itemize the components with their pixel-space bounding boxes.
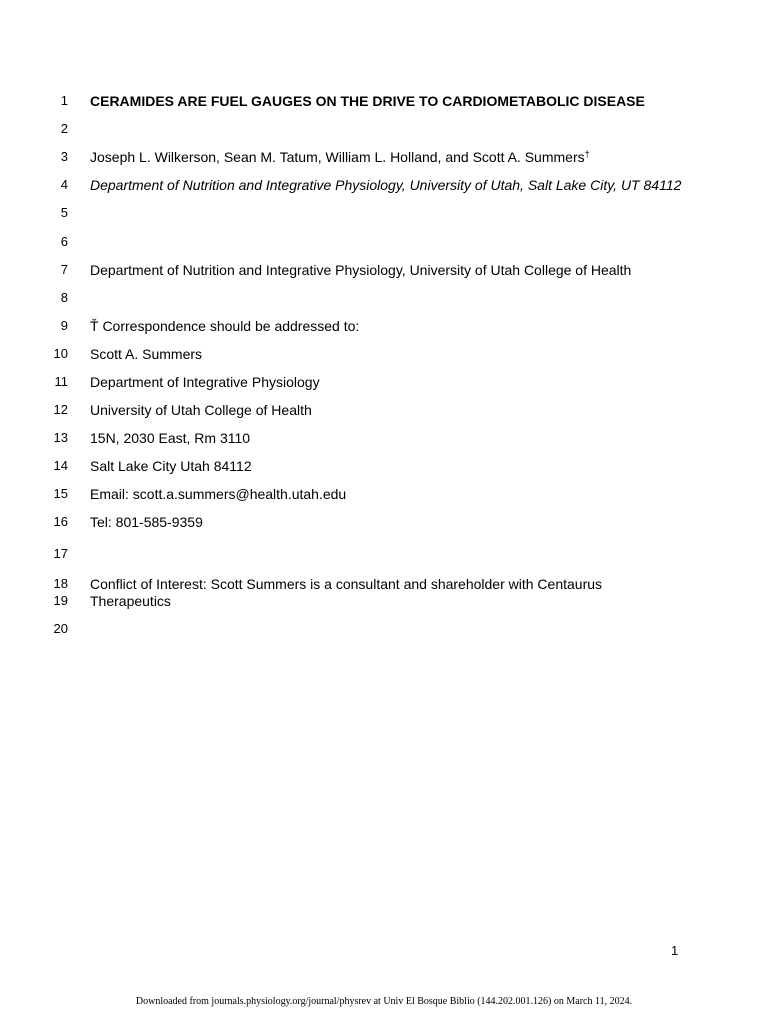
line-number: 2 [60, 121, 68, 136]
line-number: 19 [53, 593, 68, 608]
line-number: 20 [53, 621, 68, 636]
conflict-of-interest: Conflict of Interest: Scott Summers is a consultant and shareholder with Centaurus [90, 576, 603, 592]
line-number: 5 [60, 205, 68, 220]
line-14 [0, 457, 768, 475]
line-number: 12 [53, 402, 68, 417]
line-number: 3 [60, 149, 68, 164]
line-11 [0, 373, 768, 391]
line-number: 1 [60, 93, 68, 108]
line-number: 8 [60, 290, 68, 305]
line-number: 7 [60, 262, 68, 277]
line-15 [0, 485, 768, 503]
line-number: 14 [53, 458, 68, 473]
line-4 [0, 176, 768, 194]
line-9 [0, 317, 768, 335]
contact-city: Salt Lake City Utah 84112 [90, 458, 252, 474]
line-number: 16 [53, 514, 68, 529]
line-number: 15 [53, 486, 68, 501]
conflict-of-interest-continued: Therapeutics [90, 593, 171, 609]
line-number: 10 [53, 346, 68, 361]
line-number: 17 [53, 546, 68, 561]
contact-phone: Tel: 801-585-9359 [90, 514, 203, 530]
line-2 [0, 120, 768, 138]
dagger-mark: † [584, 149, 590, 159]
contact-name: Scott A. Summers [90, 346, 203, 362]
line-number: 11 [54, 374, 68, 389]
contact-email: Email: scott.a.summers@health.utah.edu [90, 486, 347, 502]
line-17 [0, 545, 768, 563]
author-list [90, 148, 590, 166]
line-6 [0, 233, 768, 251]
line-10 [0, 345, 768, 363]
line-13 [0, 429, 768, 447]
line-19 [0, 592, 768, 610]
line-number: 6 [60, 234, 68, 249]
page-number: 1 [671, 943, 679, 958]
line-7 [0, 261, 768, 279]
line-number: 13 [53, 430, 68, 445]
paper-title: CERAMIDES ARE FUEL GAUGES ON THE DRIVE TO CARDIOMETABOLIC DISEASE [90, 93, 645, 109]
download-footer: Downloaded from journals.physiology.org/journal/physrev at Univ El Bosque Biblio (144.202.001.126) on March 11, 2024. [135, 996, 633, 1007]
correspondence-heading: Ť Correspondence should be addressed to: [90, 318, 360, 334]
line-8 [0, 289, 768, 307]
contact-street: 15N, 2030 East, Rm 3110 [90, 430, 251, 446]
line-number: 9 [60, 318, 68, 333]
line-3 [0, 148, 768, 166]
authors: Joseph L. Wilkerson, Sean M. Tatum, William L. Holland, and Scott A. Summers [90, 149, 585, 165]
line-1 [0, 92, 768, 110]
contact-department: Department of Integrative Physiology [90, 374, 320, 390]
line-18 [0, 575, 768, 593]
line-12 [0, 401, 768, 419]
line-5 [0, 204, 768, 222]
line-16 [0, 513, 768, 531]
line-number: 4 [60, 177, 68, 192]
contact-institution: University of Utah College of Health [90, 402, 312, 418]
line-number: 18 [53, 576, 68, 591]
affiliation: Department of Nutrition and Integrative Physiology, University of Utah, Salt Lake City, UT 84112 [90, 177, 682, 193]
department-line: Department of Nutrition and Integrative Physiology, University of Utah College of Health [90, 262, 632, 278]
line-20 [0, 620, 768, 638]
